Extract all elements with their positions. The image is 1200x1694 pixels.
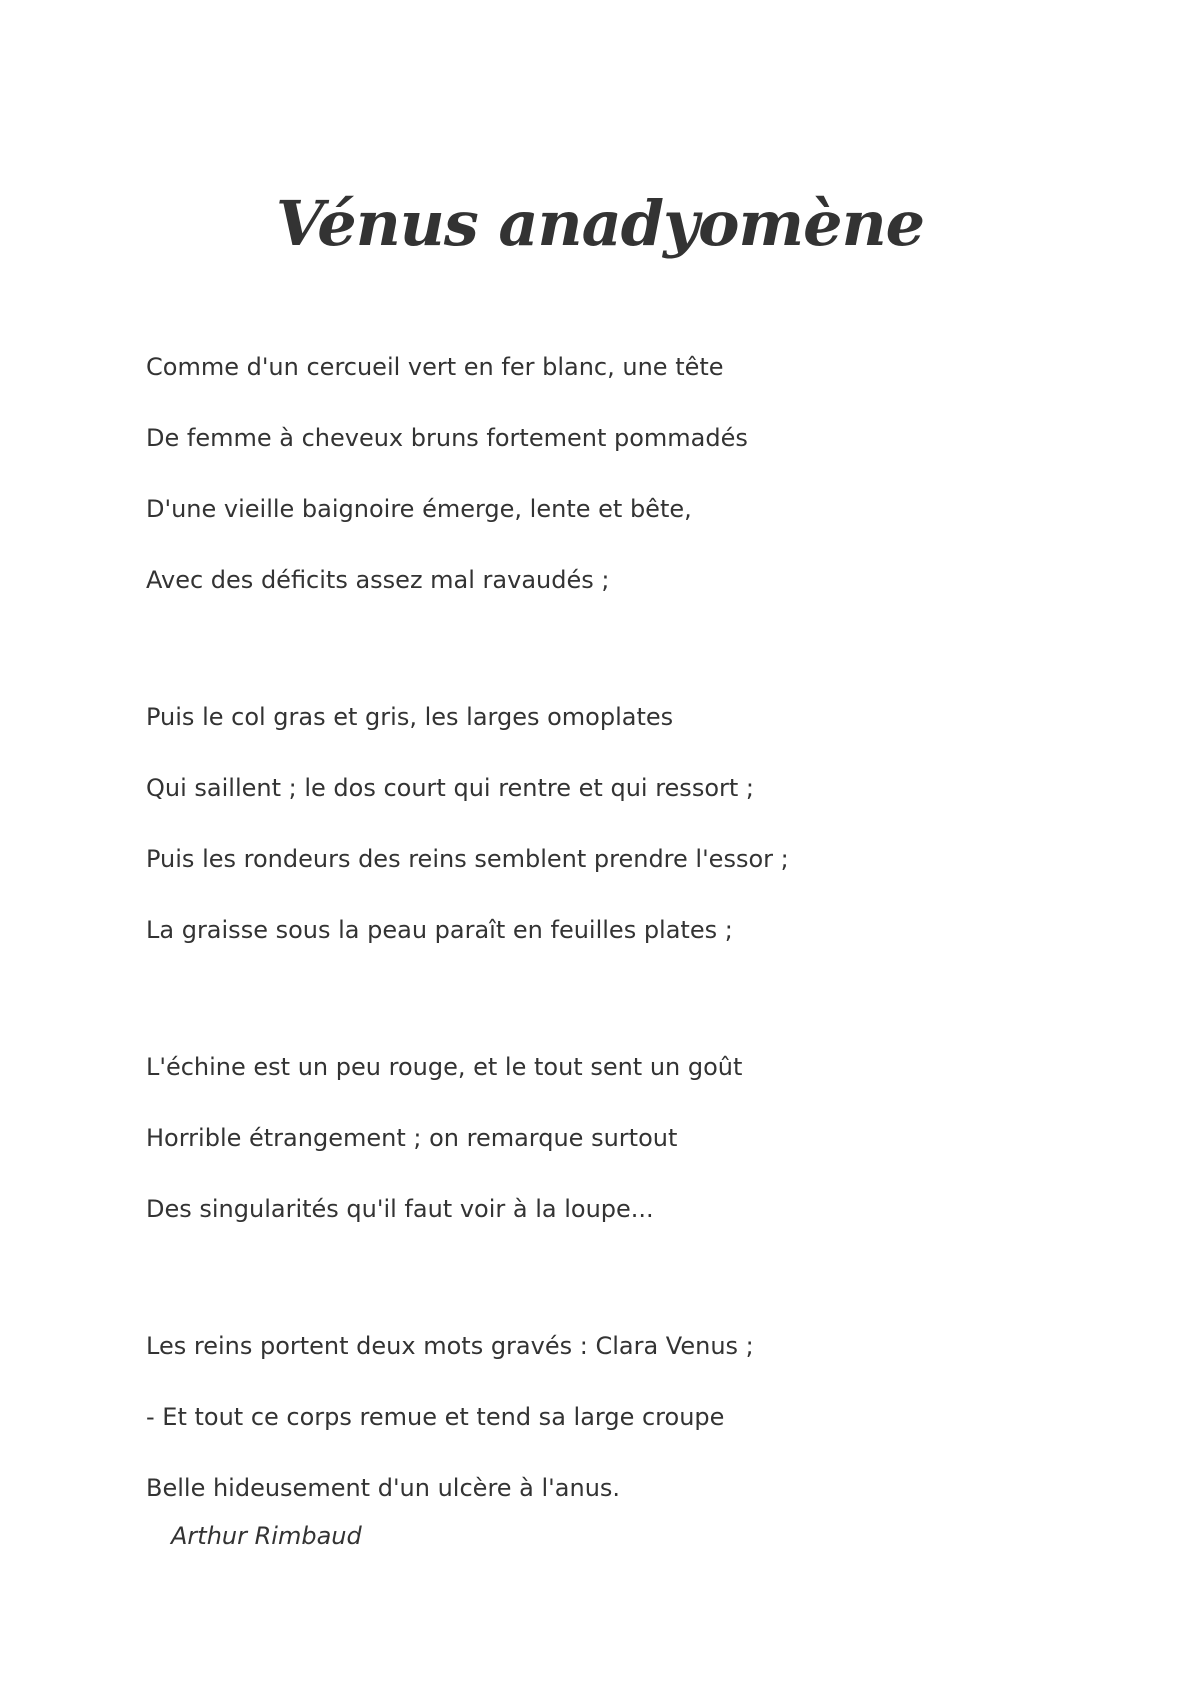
poem-title: Vénus anadyomène [275, 186, 925, 260]
verse-line: Des singularités qu'il faut voir à la loupe... [146, 1195, 654, 1223]
verse-line: Comme d'un cercueil vert en fer blanc, une tête [146, 353, 724, 381]
verse-line: Avec des déficits assez mal ravaudés ; [146, 566, 610, 594]
verse-line: - Et tout ce corps remue et tend sa large croupe [146, 1403, 725, 1431]
stanza-1 [146, 332, 1096, 616]
verse-line: Belle hideusement d'un ulcère à l'anus. [146, 1474, 621, 1502]
stanza-2 [146, 682, 1096, 966]
verse-line: Puis les rondeurs des reins semblent prendre l'essor ; [146, 845, 789, 873]
verse-line: L'échine est un peu rouge, et le tout sent un goût [146, 1053, 743, 1081]
stanza-3 [146, 1032, 1096, 1245]
verse-line: Qui saillent ; le dos court qui rentre et qui ressort ; [146, 774, 754, 802]
stanza-4 [146, 1311, 1096, 1524]
poem-author: Arthur Rimbaud [171, 1522, 362, 1550]
verse-line: Les reins portent deux mots gravés : Clara Venus ; [146, 1332, 754, 1360]
poem-body [146, 332, 1096, 1524]
verse-line: De femme à cheveux bruns fortement pommadés [146, 424, 748, 452]
verse-line: La graisse sous la peau paraît en feuilles plates ; [146, 916, 733, 944]
verse-line: Puis le col gras et gris, les larges omoplates [146, 703, 674, 731]
verse-line: D'une vieille baignoire émerge, lente et bête, [146, 495, 692, 523]
verse-line: Horrible étrangement ; on remarque surtout [146, 1124, 678, 1152]
